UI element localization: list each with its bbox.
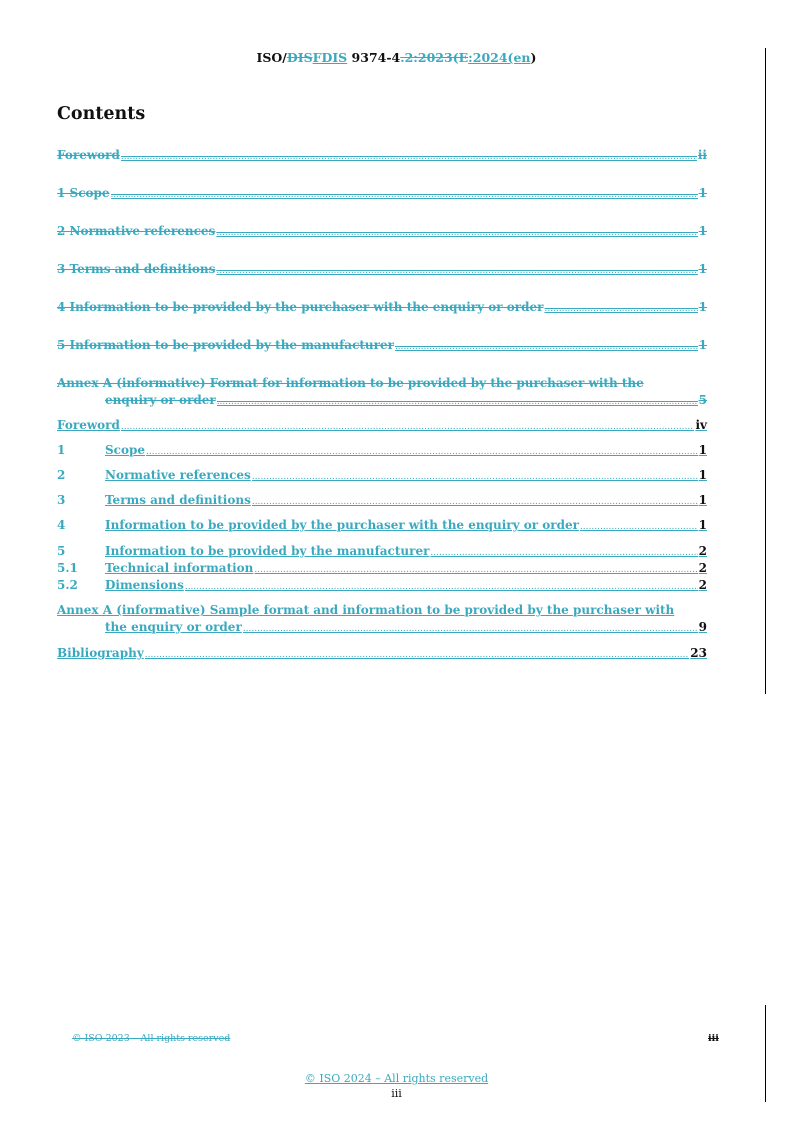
toc-label: 5 Information to be provided by the manufacturer [57,338,394,352]
leader-dots [111,190,698,200]
toc-label: Dimensions [105,578,184,592]
toc-page: ii [697,148,707,162]
toc-entry-deleted-normative-references[interactable] [57,224,707,238]
toc-entry-deleted-terms[interactable] [57,262,707,276]
toc-page: 23 [690,646,707,660]
toc-page: 9 [698,620,707,634]
leader-dots [146,447,698,457]
toc-label: 3 Terms and definitions [57,262,216,276]
toc-page: 1 [698,224,707,238]
toc-entry-technical-information[interactable] [57,561,707,575]
leader-dots [395,342,698,352]
toc-entry-annex-a-line2[interactable] [57,620,707,634]
toc-label: Information to be provided by the manufacturer [105,544,430,558]
leader-dots [216,266,697,276]
toc-entry-deleted-manufacturer-info[interactable] [57,338,707,352]
toc-number: 5 [57,544,66,558]
leader-dots [544,304,697,314]
footer-new-copyright: © ISO 2024 – All rights reserved [304,1072,489,1085]
toc-page: 1 [698,443,707,457]
toc-label: Scope [105,443,146,457]
toc-entry-deleted-scope[interactable] [57,186,707,200]
toc-label: Foreword [57,148,120,162]
leader-dots [252,472,698,482]
toc-page: 1 [698,186,707,200]
toc-page: 5 [698,393,707,407]
toc-page: 1 [698,518,707,532]
document-header [0,50,793,65]
toc-label-line2: enquiry or order [105,393,216,407]
toc-number: 5.1 [57,561,78,575]
toc-number: 3 [57,493,66,507]
toc-entry-bibliography[interactable] [57,646,707,660]
leader-dots [121,152,697,162]
toc-page: iv [695,418,707,432]
footer-copyright [0,1072,793,1085]
leader-dots [145,650,690,660]
toc-page: 2 [698,544,707,558]
page-title: Contents [57,104,146,124]
toc-label-line1: Annex A (informative) Format for information to be provided by the purchaser with the [57,376,644,390]
toc-number: 1 [57,443,66,457]
toc-page: 1 [698,338,707,352]
toc-label: Technical information [105,561,254,575]
header-deleted-suffix: .2:2023(E [400,50,469,65]
toc-page: 1 [698,493,707,507]
toc-entry-terms-and-definitions[interactable] [57,493,707,507]
leader-dots [243,624,698,634]
leader-dots [252,497,698,507]
leader-dots [580,522,698,532]
toc-entry-purchaser-info[interactable] [57,518,707,532]
toc-page: 1 [698,468,707,482]
toc-number: 5.2 [57,578,78,592]
header-deleted-stage: DIS [286,50,313,65]
footer-old-copyright: © ISO 2023 – All rights reserved [72,1033,231,1044]
leader-dots [217,397,698,407]
toc-entry-deleted-annex-a[interactable] [57,376,707,390]
header-number: 9374-4 [347,50,401,65]
toc-number: 2 [57,468,66,482]
leader-dots [185,582,698,592]
toc-number: 4 [57,518,66,532]
toc-page: 2 [698,578,707,592]
toc-page: 1 [698,262,707,276]
toc-label: 2 Normative references [57,224,216,238]
header-closing: ) [530,50,537,65]
toc-label: Normative references [105,468,251,482]
toc-entry-deleted-annex-a-line2[interactable] [57,393,707,407]
toc-entry-scope[interactable] [57,443,707,457]
toc-label-line1: Annex A (informative) Sample format and information to be provided by the purchaser with [57,603,675,617]
toc-label-line2: the enquiry or order [105,620,242,634]
toc-entry-annex-a[interactable] [57,603,707,617]
header-inserted-suffix: :2024(en [468,50,531,65]
toc-label: Foreword [57,418,120,432]
toc-entry-normative-references[interactable] [57,468,707,482]
toc-label: Information to be provided by the purchaser with the enquiry or order [105,518,579,532]
header-inserted-stage: FDIS [312,50,348,65]
toc-entry-foreword[interactable] [57,418,707,432]
toc-label: 1 Scope [57,186,110,200]
toc-page: 1 [698,300,707,314]
toc-label: 4 Information to be provided by the purchaser with the enquiry or order [57,300,544,314]
header-prefix: ISO/ [256,50,287,65]
toc-entry-deleted-purchaser-info[interactable] [57,300,707,314]
toc-page: 2 [698,561,707,575]
toc-entry-dimensions[interactable] [57,578,707,592]
leader-dots [216,228,697,238]
change-bar [765,48,766,694]
toc-entry-manufacturer-info[interactable] [57,544,707,558]
footer-old-page-number: iii [708,1033,719,1044]
leader-dots [121,422,695,432]
toc-label: Terms and definitions [105,493,251,507]
toc-label: Bibliography [57,646,144,660]
leader-dots [254,565,697,575]
toc-entry-deleted-foreword[interactable] [57,148,707,162]
leader-dots [430,548,697,558]
footer-page-number: iii [391,1087,402,1100]
